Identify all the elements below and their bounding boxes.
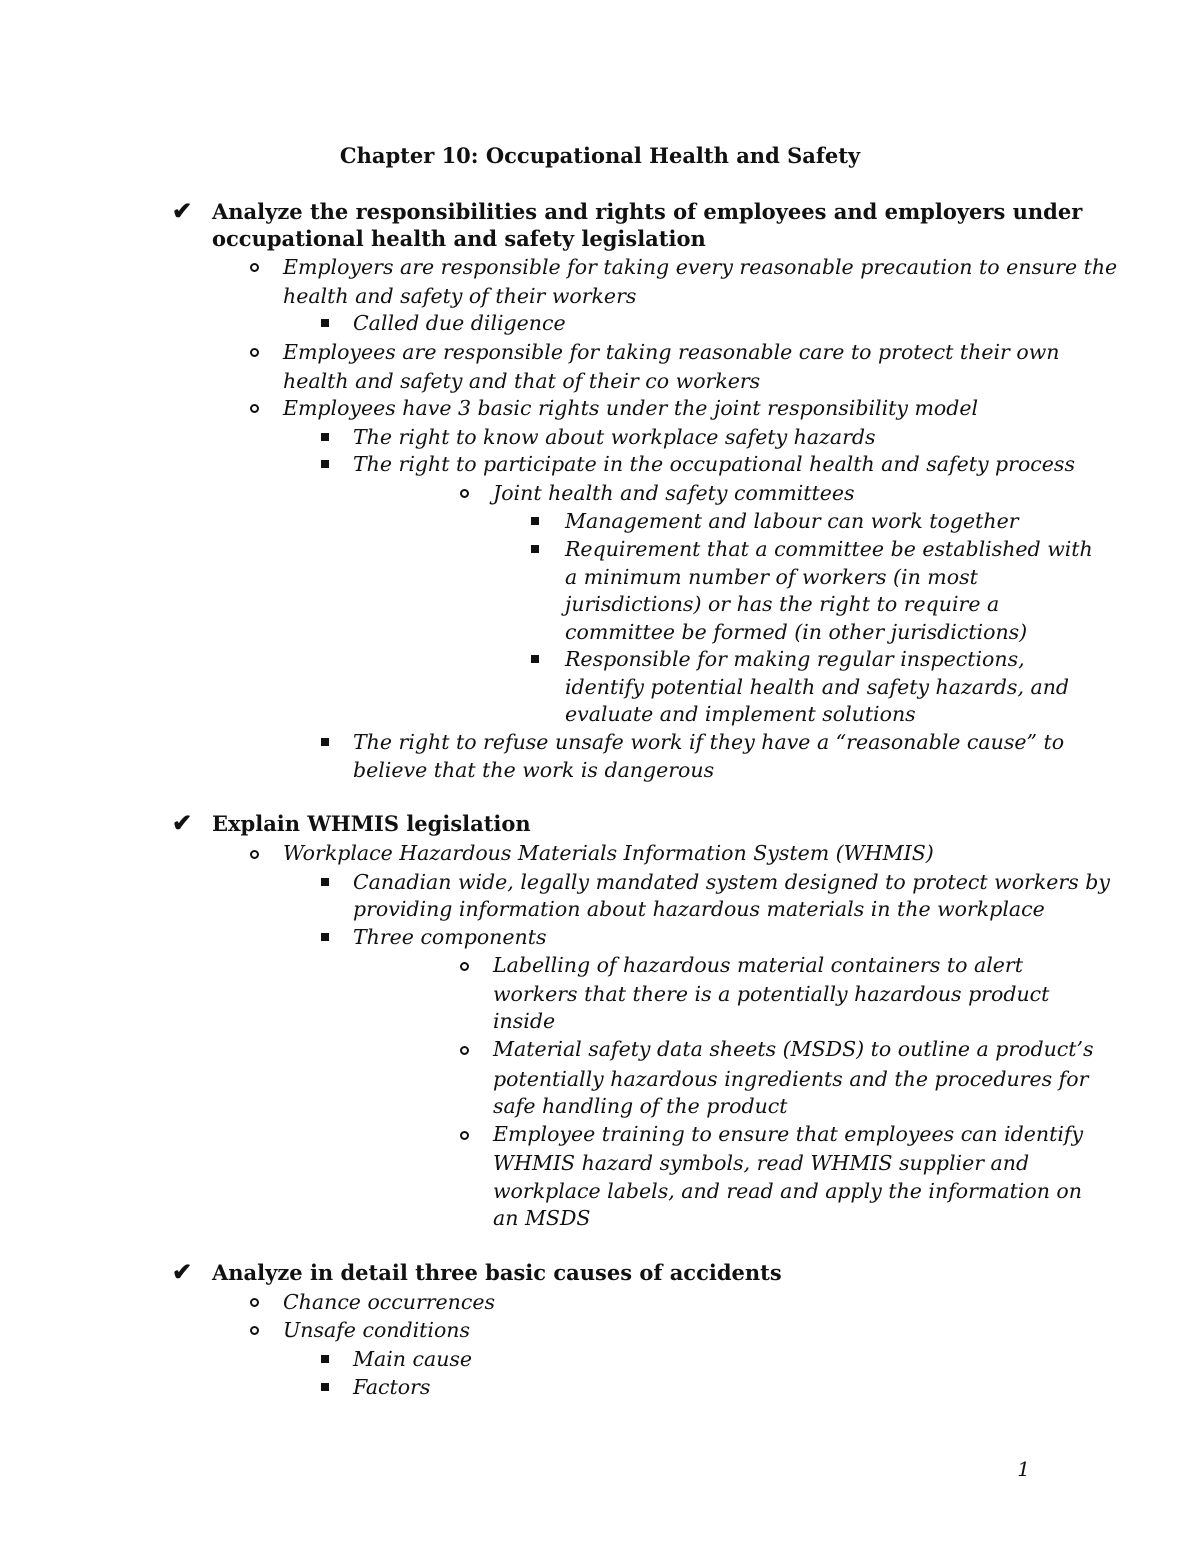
list-item-cont: an MSDS — [493, 1206, 591, 1230]
circle-bullet-icon — [460, 489, 469, 498]
list-item-cont: a minimum number of workers (in most — [565, 565, 978, 589]
list-item: Material safety data sheets (MSDS) to outline a product’s — [493, 1037, 1094, 1061]
section-heading: Explain WHMIS legislation — [212, 811, 531, 836]
list-item: Called due diligence — [353, 311, 566, 335]
square-bullet-icon — [321, 319, 329, 327]
section-heading: Analyze in detail three basic causes of accidents — [212, 1260, 782, 1285]
circle-bullet-icon — [250, 263, 259, 272]
circle-bullet-icon — [460, 1131, 469, 1140]
circle-bullet-icon — [250, 1298, 259, 1307]
list-item: Three components — [353, 925, 547, 949]
list-item: Responsible for making regular inspections, — [565, 647, 1025, 671]
list-item: The right to participate in the occupational health and safety process — [353, 452, 1075, 476]
list-item: Main cause — [353, 1347, 473, 1371]
list-item-cont: potentially hazardous ingredients and the procedures for — [493, 1067, 1089, 1091]
square-bullet-icon — [321, 433, 329, 441]
list-item: Employees have 3 basic rights under the joint responsibility model — [283, 396, 979, 420]
list-item: Employees are responsible for taking reasonable care to protect their own — [283, 340, 1060, 364]
checkmark-icon: ✔ — [172, 808, 193, 837]
list-item-cont: evaluate and implement solutions — [565, 702, 916, 726]
list-item: Management and labour can work together — [565, 509, 1019, 533]
list-item: Factors — [353, 1375, 431, 1399]
list-item-cont: committee be formed (in other jurisdictions) — [565, 620, 1028, 644]
square-bullet-icon — [321, 933, 329, 941]
square-bullet-icon — [321, 1355, 329, 1363]
page-number: 1 — [1017, 1457, 1030, 1481]
list-item-cont: believe that the work is dangerous — [353, 758, 715, 782]
list-item: Canadian wide, legally mandated system designed to protect workers by — [353, 870, 1110, 894]
section-heading-cont: occupational health and safety legislation — [212, 226, 706, 251]
square-bullet-icon — [321, 460, 329, 468]
square-bullet-icon — [321, 878, 329, 886]
list-item-cont: health and safety of their workers — [283, 284, 637, 308]
checkmark-icon: ✔ — [172, 1257, 193, 1286]
list-item: The right to know about workplace safety hazards — [353, 425, 876, 449]
circle-bullet-icon — [460, 1046, 469, 1055]
list-item-cont: workplace labels, and read and apply the information on — [493, 1179, 1082, 1203]
list-item-cont: health and safety and that of their co workers — [283, 369, 761, 393]
list-item: Joint health and safety committees — [493, 481, 855, 505]
circle-bullet-icon — [250, 348, 259, 357]
square-bullet-icon — [321, 738, 329, 746]
list-item-cont: WHMIS hazard symbols, read WHMIS supplier and — [493, 1151, 1030, 1175]
list-item: Employers are responsible for taking every reasonable precaution to ensure the — [283, 255, 1118, 279]
list-item: Chance occurrences — [283, 1290, 496, 1314]
list-item: Unsafe conditions — [283, 1318, 471, 1342]
list-item: Employee training to ensure that employees can identify — [493, 1122, 1084, 1146]
checkmark-icon: ✔ — [172, 196, 193, 225]
list-item: Labelling of hazardous material containers to alert — [493, 953, 1023, 977]
list-item-cont: providing information about hazardous materials in the workplace — [353, 897, 1045, 921]
list-item-cont: inside — [493, 1009, 556, 1033]
square-bullet-icon — [531, 655, 539, 663]
circle-bullet-icon — [250, 404, 259, 413]
square-bullet-icon — [531, 545, 539, 553]
list-item-cont: jurisdictions) or has the right to require a — [565, 592, 1000, 616]
list-item-cont: safe handling of the product — [493, 1094, 788, 1118]
square-bullet-icon — [321, 1383, 329, 1391]
section-heading: Analyze the responsibilities and rights of employees and employers under — [212, 199, 1083, 224]
list-item-cont: workers that there is a potentially hazardous product — [493, 982, 1050, 1006]
circle-bullet-icon — [250, 850, 259, 859]
list-item: The right to refuse unsafe work if they have a “reasonable cause” to — [353, 730, 1065, 754]
list-item-cont: identify potential health and safety hazards, and — [565, 675, 1070, 699]
circle-bullet-icon — [460, 962, 469, 971]
square-bullet-icon — [531, 517, 539, 525]
list-item: Requirement that a committee be established with — [565, 537, 1093, 561]
list-item: Workplace Hazardous Materials Information System (WHMIS) — [283, 841, 934, 865]
page-title: Chapter 10: Occupational Health and Safety — [339, 143, 861, 168]
circle-bullet-icon — [250, 1326, 259, 1335]
